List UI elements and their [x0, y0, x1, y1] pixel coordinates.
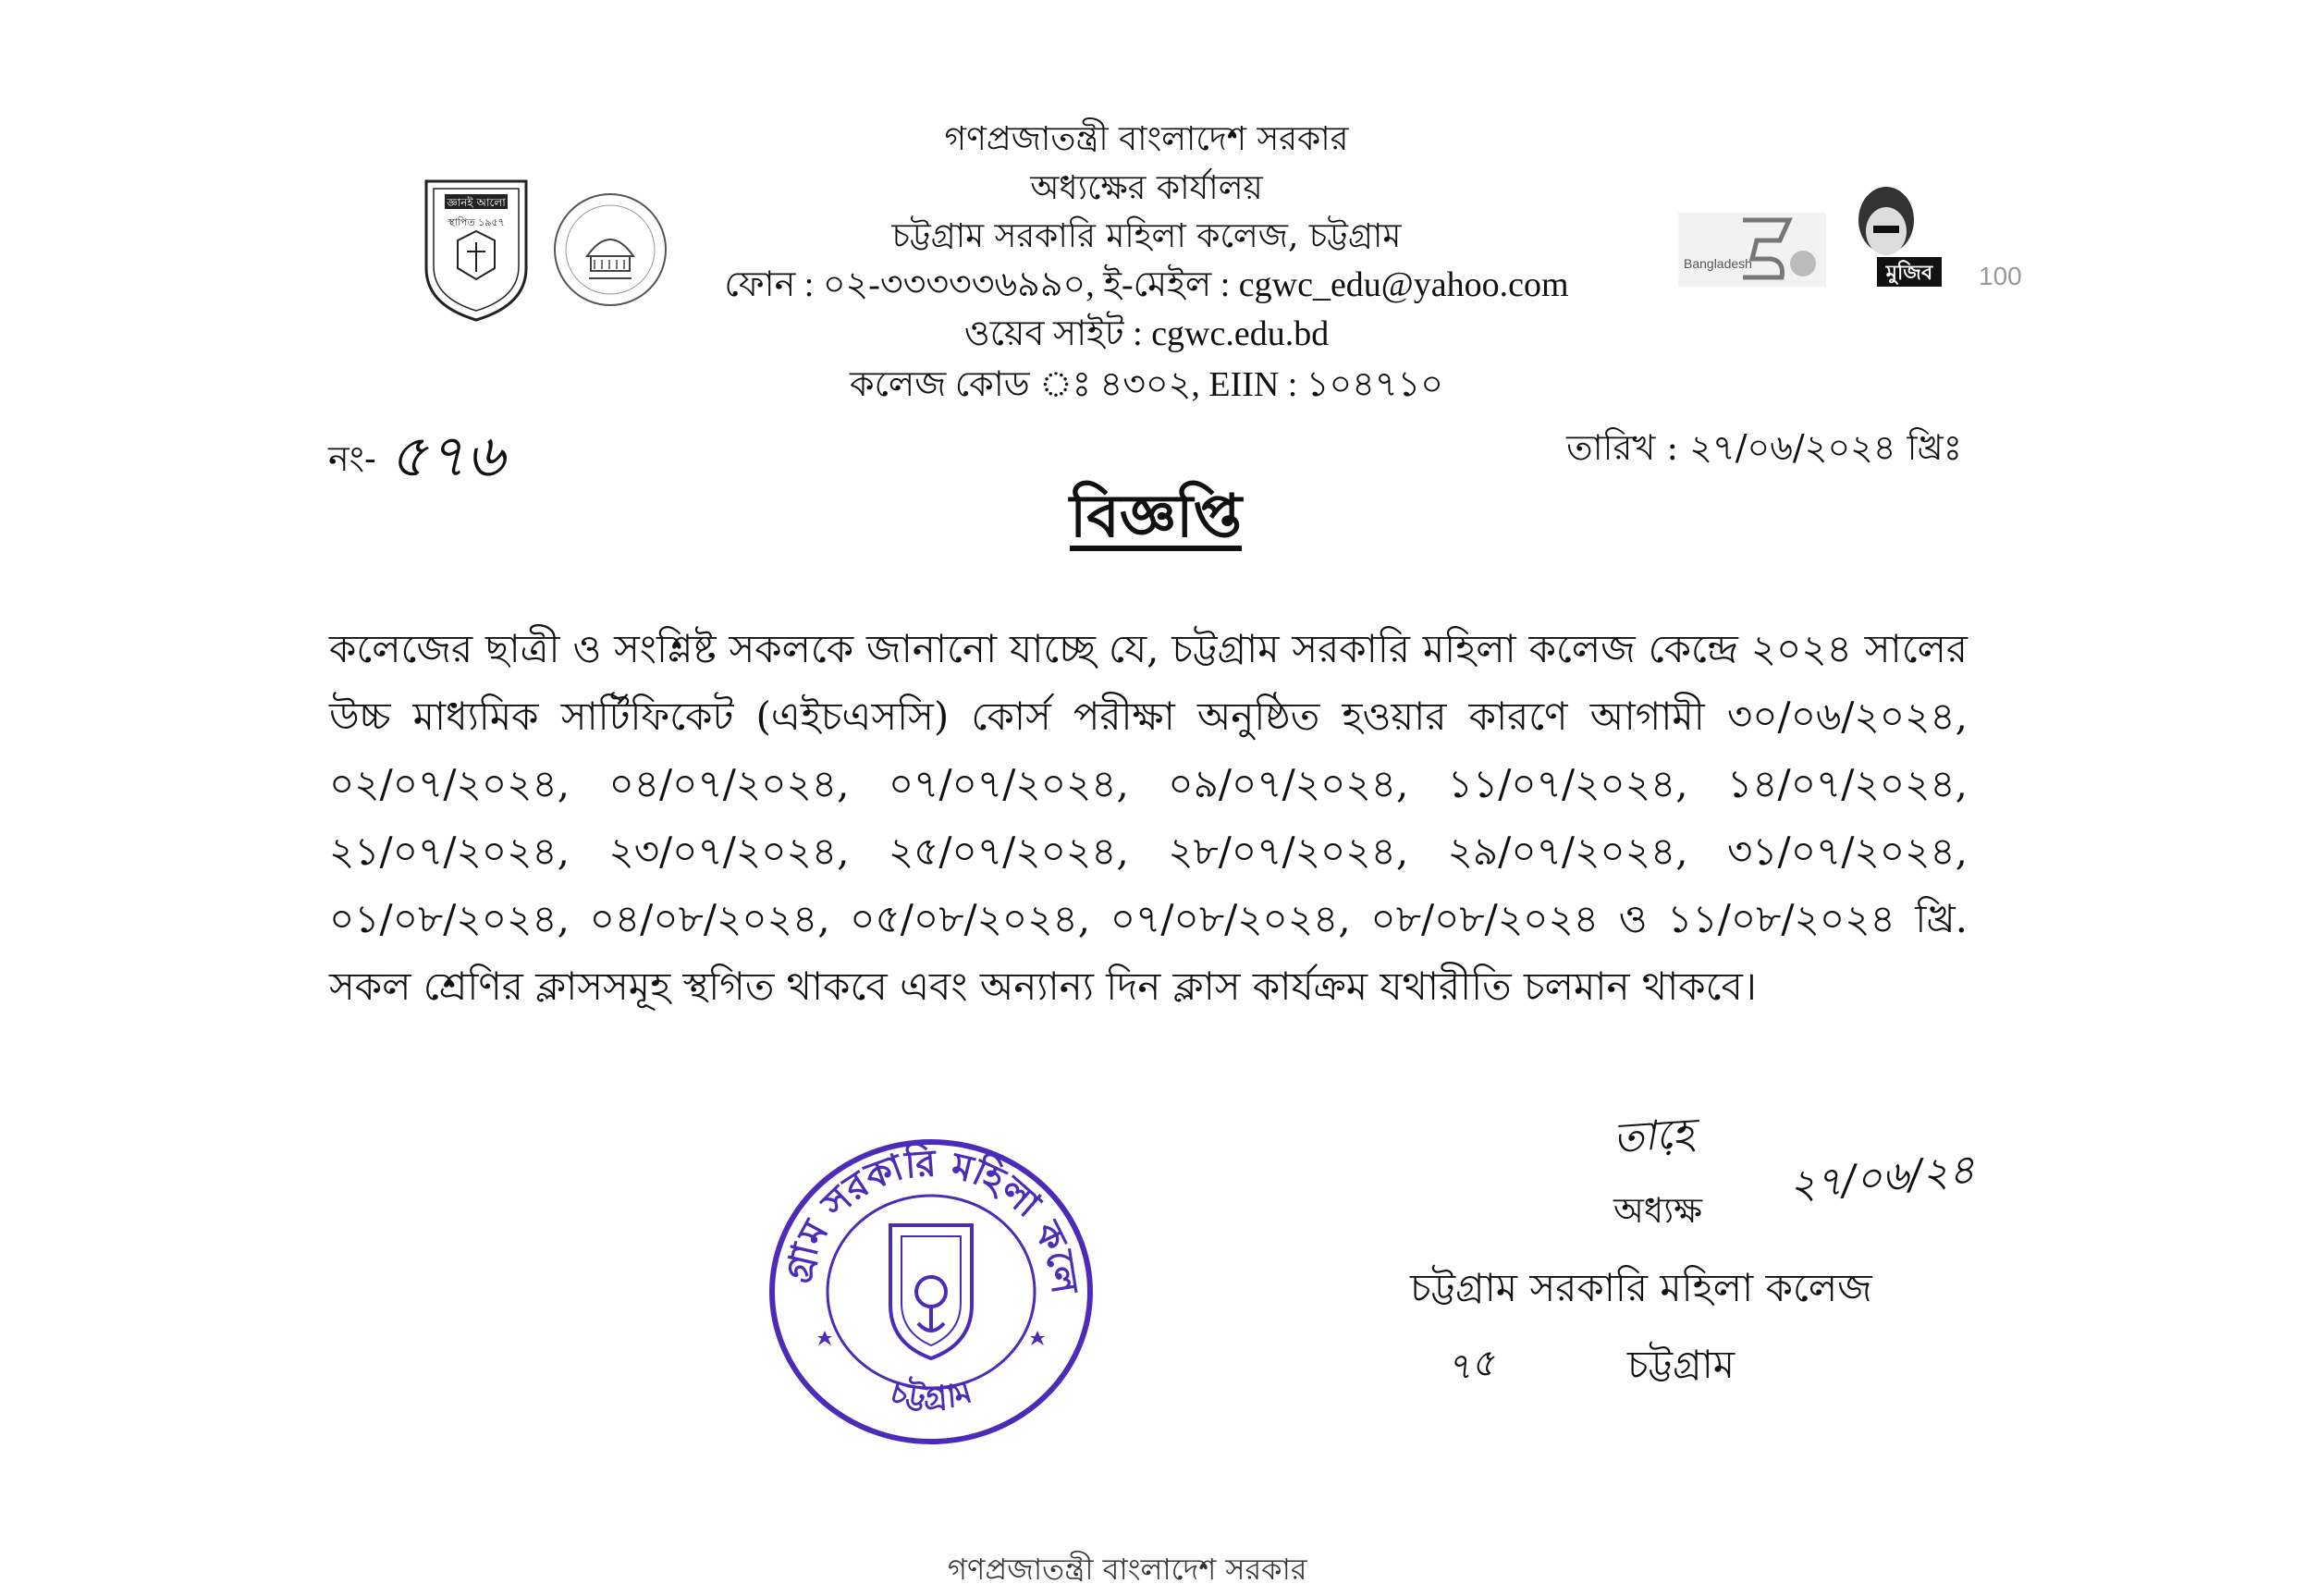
header-office: অধ্যক্ষের কার্যালয়	[1030, 169, 1263, 207]
svg-text:স্থাপিত ১৯৫৭: স্থাপিত ১৯৫৭	[448, 216, 505, 228]
svg-text:Bangladesh: Bangladesh	[1684, 256, 1752, 271]
notice-date: তারিখ : ২৭/০৬/২০২৪ খ্রিঃ	[1566, 427, 1962, 468]
reference-label: নং-	[328, 438, 376, 479]
handwritten-initial: ৭৫	[1443, 1341, 1498, 1391]
mujib-100-logo	[1840, 176, 2022, 296]
notice-title: বিজ্ঞপ্তি	[1069, 482, 1243, 551]
signatory-title: অধ্যক্ষ	[1613, 1190, 1703, 1231]
svg-text:100: 100	[1979, 262, 2022, 290]
next-page-header-cut: গণপ্রজাতন্ত্রী বাংলাদেশ সরকার	[948, 1552, 1307, 1587]
college-seal	[763, 1133, 1100, 1452]
signatory-college: চট্টগ্রাম সরকারি মহিলা কলেজ	[1410, 1265, 1872, 1310]
header-college: চট্টগ্রাম সরকারি মহিলা কলেজ, চট্টগ্রাম	[891, 217, 1402, 255]
header-website: ওয়েব সাইট : cgwc.edu.bd	[963, 314, 1330, 353]
svg-text:চট্টগ্রাম: চট্টগ্রাম	[886, 1373, 976, 1418]
svg-text:জ্ঞানই আলো: জ্ঞানই আলো	[447, 196, 506, 209]
notice-body: কলেজের ছাত্রী ও সংশ্লিষ্ট সকলকে জানানো যাচ্ছে যে, চট্টগ্রাম সরকারি মহিলা কলেজ কেন্দ্রে ২০২৪ সালের উচ্চ মাধ্যমিক সার্টিফিকেট (এইচএসসি) কোর্স পরীক্ষা অনুষ্ঠিত হওয়ার কারণে আগামী ৩০/০৬/২০২৪, ০২/০৭/২০২৪, ০৪/০৭/২০২৪, ০৭/০৭/২০২৪, ০৯/০৭/২০২৪, ১১/০৭/২০২৪, ১৪/০৭/২০২৪, ২১/০৭/২০২৪, ২৩/০৭/২০২৪, ২৫/০৭/২০২৪, ২৮/০৭/২০২৪, ২৯/০৭/২০২৪, ৩১/০৭/২০২৪, ০১/০৮/২০২৪, ০৪/০৮/২০২৪, ০৫/০৮/২০২৪, ০৭/০৮/২০২৪, ০৮/০৮/২০২৪ ও ১১/০৮/২০২৪ খ্রি. সকল শ্রেণির ক্লাসসমূহ স্থগিত থাকবে এবং অন্যান্য দিন ক্লাস কার্যক্রম যথারীতি চলমান থাকবে।	[329, 626, 1968, 1009]
reference-number	[328, 411, 505, 510]
bangladesh-50-logo	[1678, 203, 1826, 296]
header-govt: গণপ্রজাতন্ত্রী বাংলাদেশ সরকার	[944, 120, 1349, 158]
principal-signature: তা়হে	[1612, 1110, 1696, 1162]
header-contact: ফোন : ০২-৩৩৩৩৩৬৯৯০, ই-মেইল : cgwc_edu@yahoo.com	[724, 265, 1569, 304]
svg-text:চট্টগ্রাম সরকারি মহিলা কলেজ: গ্রাম সরকারি মহিলা কলে	[777, 1142, 1086, 1297]
college-crest-logo	[421, 176, 532, 324]
signature-date: ২৭/০৬/২৪	[1786, 1146, 1977, 1209]
signatory-city: চট্টগ্রাম	[1627, 1342, 1735, 1387]
header-codes: কলেজ কোড ঃ ৪৩০২, EIIN : ১০৪৭১০	[850, 365, 1443, 404]
svg-text:মুজিব: মুজিব	[1885, 262, 1933, 285]
reference-handwritten-number: ৫৭৬	[388, 423, 505, 491]
